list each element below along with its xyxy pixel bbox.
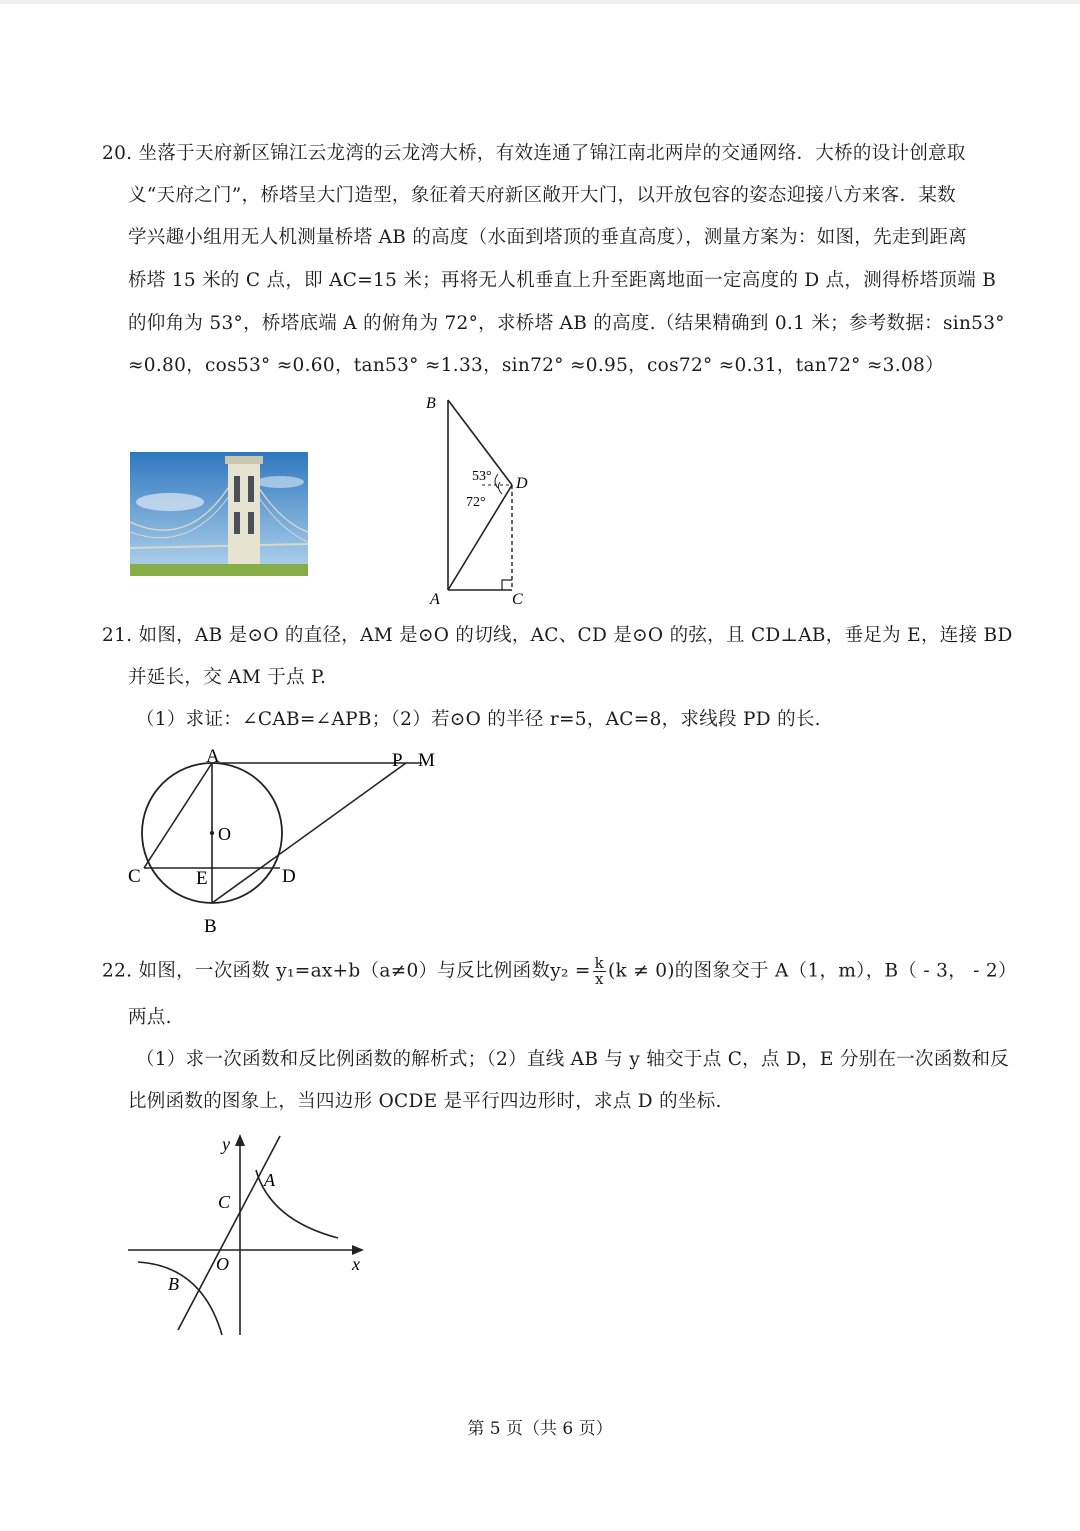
label-C: C [128,866,141,887]
q22-line-1: 22. 如图，一次函数 y₁=ax+b（a≠0）与反比例函数y₂ = $\frac{k}{x}$ (k ≠ 0)的图象交于 A（1，m），B（ - 3， - 2） [102,954,1017,988]
label-y: y [222,1134,230,1154]
label-C: C [218,1192,231,1212]
q20-line-6: ≈0.80，cos53° ≈0.60，tan53° ≈1.33，sin72° ≈0.95，cos72° ≈0.31，tan72° ≈3.08） [128,355,944,376]
label-E: E [196,868,208,889]
label-D: D [516,475,528,492]
label-M: M [418,750,435,771]
q22-line-4: 比例函数的图象上，当四边形 OCDE 是平行四边形时，求点 D 的坐标. [128,1091,722,1112]
label-B: B [168,1274,179,1294]
q22-line-2: 两点. [128,1007,172,1028]
q20-line-5: 的仰角为 53°，桥塔底端 A 的俯角为 72°，求桥塔 AB 的高度.（结果精确到 0.1 米；参考数据：sin53° [128,313,1005,334]
label-B: B [426,395,436,412]
q22-line-3: （1）求一次函数和反比例函数的解析式；（2）直线 AB 与 y 轴交于点 C，点 D，E 分别在一次函数和反 [136,1049,1010,1070]
bridge-photo [130,452,308,576]
label-O: O [218,824,231,844]
k-over-x-fraction: $\frac{k}{x}$ [594,954,605,988]
q22-figure [120,1130,380,1342]
label-D: D [282,866,296,887]
label-A: A [206,746,220,767]
label-P: P [392,750,403,771]
q21-line-1: 21. 如图，AB 是⊙O 的直径，AM 是⊙O 的切线，AC、CD 是⊙O 的弦，且 CD⊥AB，垂足为 E，连接 BD [102,625,1013,646]
label-O: O [216,1254,229,1274]
q20-figure [422,390,532,608]
q21-line-3: （1）求证：∠CAB=∠APB；（2）若⊙O 的半径 r=5，AC=8，求线段 PD 的长. [136,709,821,730]
label-x: x [352,1254,360,1274]
label-C: C [512,591,523,608]
q21-figure [120,742,450,940]
q20-line-2: 义“天府之门”，桥塔呈大门造型，象征着天府新区敞开大门，以开放包容的姿态迎接八方来客．某数 [128,185,956,206]
label-A: A [264,1170,275,1190]
q20-line-4: 桥塔 15 米的 C 点，即 AC=15 米；再将无人机垂直上升至距离地面一定高度的 D 点，测得桥塔顶端 B [128,270,997,291]
angle-72-label: 72° [466,495,486,510]
label-A: A [430,591,440,608]
angle-53-label: 53° [472,469,492,484]
page-footer: 第 5 页（共 6 页） [467,1419,613,1439]
q20-line-1: 20. 坐落于天府新区锦江云龙湾的云龙湾大桥，有效连通了锦江南北两岸的交通网络．大桥的设计创意取 [102,143,966,164]
top-edge [0,0,1080,4]
q20-line-3: 学兴趣小组用无人机测量桥塔 AB 的高度（水面到塔顶的垂直高度），测量方案为：如图，先走到距离 [128,227,968,248]
q21-line-2: 并延长，交 AM 于点 P. [128,667,327,688]
label-B: B [204,916,217,937]
